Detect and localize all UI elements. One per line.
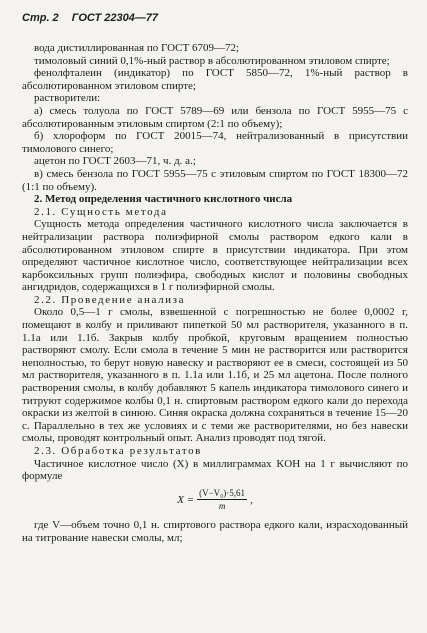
standard-number: ГОСТ 22304—77 <box>71 12 159 24</box>
paragraph: в) смесь бензола по ГОСТ 5955—75 с этиловым спиртом по ГОСТ 18300—72 (1:1 по объему). <box>22 167 408 193</box>
paragraph: тимоловый синий 0,1%-ный раствор в абсолютированном этиловом спирте; <box>34 54 390 67</box>
body-text <box>22 42 408 544</box>
page-header <box>22 12 168 24</box>
paragraph: а) смесь толуола по ГОСТ 5789—69 или бензола по ГОСТ 5955—75 с абсолютированным этиловым спиртом (2:1 по объему); <box>22 104 408 130</box>
paragraph: вода дистиллированная по ГОСТ 6709—72; <box>34 42 240 54</box>
section-heading: 2. Метод определения частичного кислотного числа <box>34 193 293 206</box>
paragraph: Частичное кислотное число (X) в миллиграммах KOH на 1 г вычисляют по формуле <box>22 457 408 483</box>
paragraph: б) хлороформ по ГОСТ 20015—74, нейтрализованный в присутствии тимолового синего; <box>22 130 408 155</box>
paragraph: ацетон по ГОСТ 2603—71, ч. д. а.; <box>34 155 196 168</box>
paragraph: фенолфталеин (индикатор) по ГОСТ 5850—72, 1%-ный раствор в абсолютированном этиловом спирте; <box>22 67 408 92</box>
subsection-heading: 2.2. Проведение анализа <box>34 293 186 306</box>
formula-lhs: X = <box>177 493 195 506</box>
paragraph: где V—объем точно 0,1 н. спиртового раствора едкого кали, израсходованный на титрование навески смолы, мл; <box>22 518 408 544</box>
paragraph: Сущность метода определения частичного кислотного числа заключается в нейтрализации раствора полиэфирной смолы раствором едкого кали в абсолютированном этиловом спирте в присутствии индикатора. При этом определяют частичное кислотное число, соответствующее нейтрализации всех карбоксильных групп полиэфира, свободных кислот и половины свободных ангидридов, содержащихся в 1 г полиэфирной смолы. <box>22 218 408 294</box>
formula-numerator: (V−V₀)·5,61 <box>197 487 247 501</box>
formula-denominator: m <box>218 501 226 512</box>
subsection-heading: 2.1. Сущность метода <box>34 205 168 218</box>
subsection-heading: 2.3. Обработка результатов <box>34 445 202 457</box>
formula <box>22 487 408 513</box>
paragraph: растворители: <box>34 92 101 105</box>
formula-fraction <box>197 487 247 513</box>
paragraph: Около 0,5—1 г смолы, взвешенной с погрешностью не более 0,0002 г, помещают в колбу и приливают пипеткой 50 мл растворителя, указанного в п. 1.1а или 1.1б. Закрыв колбу пробкой, круговым вращением полностью растворяют смолу. Если смола в течение 5 мин не растворится или растворится неполностью, то берут новую навеску и растворяют ее в смеси, состоящей из 50 мл растворителя, указанного в п. 1.1а или 1.1б, и 25 мл ацетона. После полного растворения смолы, в колбу добавляют 5 капель индикатора тимолового синего и титруют содержимое колбы 0,1 н. спиртовым раствором едкого кали до перехода окраски из желтой в синюю. Синяя окраска должна сохраняться в течение 15—20 с. Параллельно в тех же условиях и с теми же растворителями, но без навески смолы, проводят контрольный опыт. Анализ проводят под тягой. <box>22 306 408 445</box>
page-number: Стр. 2 <box>22 12 59 24</box>
formula-tail: , <box>250 493 253 506</box>
